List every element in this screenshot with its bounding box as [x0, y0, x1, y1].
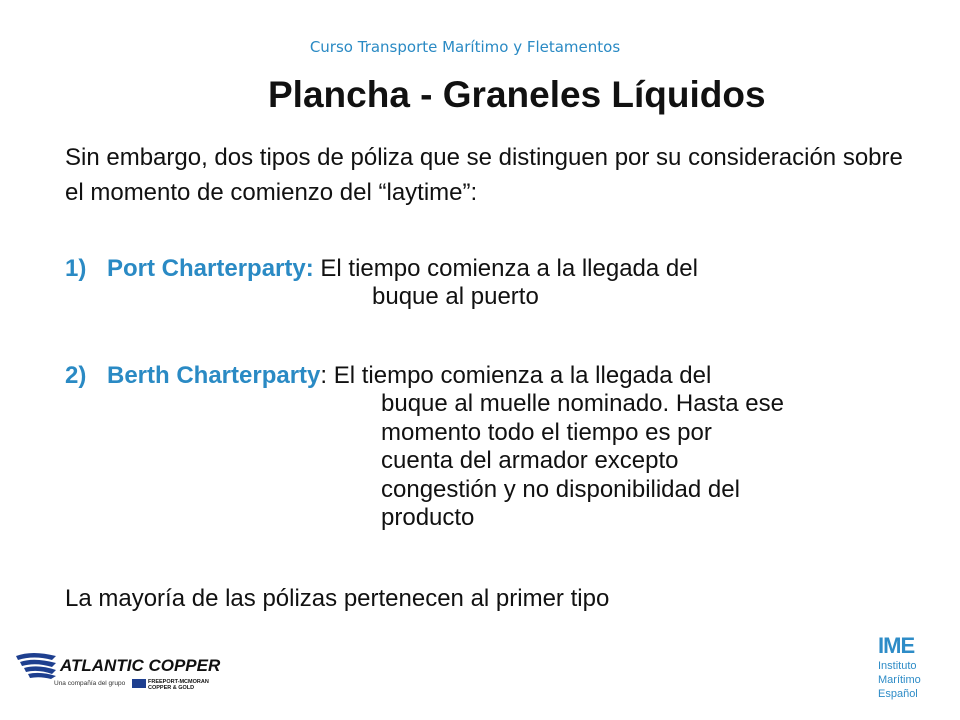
item-text: : El tiempo comienza a la llegada del [320, 362, 712, 389]
fcx-line2: COPPER & GOLD [148, 685, 195, 691]
list-item-berth [65, 362, 711, 390]
closing-sentence: La mayoría de las pólizas pertenecen al primer tipo [65, 585, 610, 612]
list-item-port [65, 255, 698, 283]
item-number: 2) [65, 362, 87, 389]
item-term: Berth Charterparty [107, 362, 321, 389]
ime-line: Español [878, 688, 918, 700]
atlantic-wave-icon [16, 653, 56, 679]
course-header: Curso Transporte Marítimo y Fletamentos [309, 38, 621, 56]
item-text: El tiempo comienza a la llegada del [313, 255, 698, 282]
atlantic-copper-logo [14, 648, 224, 692]
fcx-line1: FREEPORT-MCMORAN [148, 679, 209, 685]
item-continuation: buque al muelle nominado. Hasta ese momento todo el tiempo es por cuenta del armador excepto congestión y no disponibilidad del producto [381, 390, 784, 531]
item-term: Port Charterparty: [107, 255, 314, 282]
ime-logo [876, 633, 938, 703]
fcx-mark-icon [132, 679, 146, 688]
slide-title: Plancha - Graneles Líquidos [268, 74, 766, 115]
item-continuation: buque al puerto [372, 283, 539, 310]
intro-paragraph: Sin embargo, dos tipos de póliza que se distinguen por su consideración sobre el momento de comienzo del “laytime”: [65, 144, 903, 206]
ime-mark: IME [878, 633, 915, 658]
atlantic-name: ATLANTIC COPPER [60, 656, 221, 675]
ime-line: Marítimo [878, 674, 921, 686]
ime-line: Instituto [878, 660, 917, 672]
atlantic-tagline: Una compañía del grupo [54, 680, 126, 687]
item-number: 1) [65, 255, 87, 282]
